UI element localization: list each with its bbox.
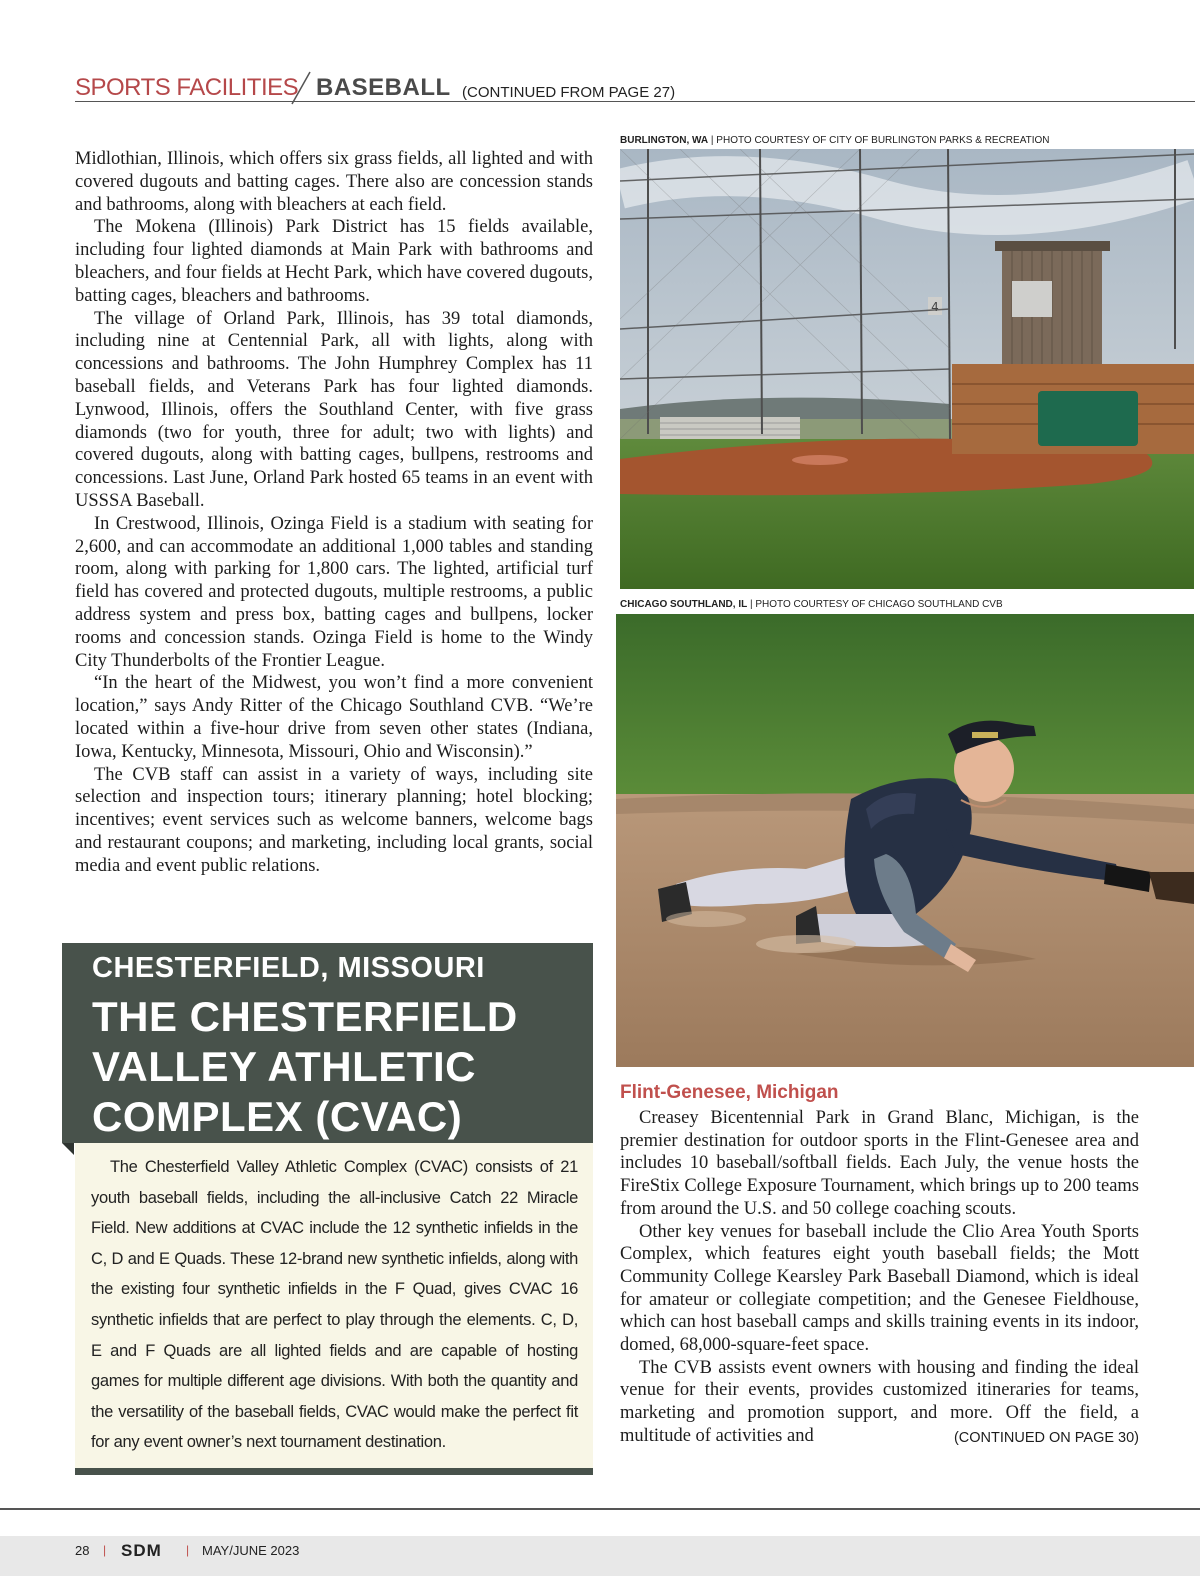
sidebar-body-copy: The Chesterfield Valley Athletic Complex (CVAC) consists of 21 youth baseball fields, including the all-inclusive Catch 22 Miracle Field. New additions at CVAC include the 12 synthetic infields in the C, D and E Quads. These 12-brand new synthetic infields, along with the existing four synthetic infields in the F Quad, gives CVAC 16 synthetic infields that are perfect to play through the elements. C, D, E and F Quads are all lighted fields and are capable of hosting games for multiple different age divisions. With both the quantity and the versatility of the baseball fields, CVAC would make the perfect fit for any event owner’s next tournament destination. bbox=[91, 1158, 578, 1452]
paragraph: The Mokena (Illinois) Park District has 15 fields available, including four lighted diamonds at Main Park with bathrooms and bleachers, and four fields at Hecht Park, which have covered dugouts, batting cages, bleachers and bathrooms. bbox=[75, 217, 593, 306]
header-rule bbox=[75, 101, 1195, 102]
photo-chicago-player bbox=[616, 614, 1194, 1067]
paragraph: The village of Orland Park, Illinois, has 39 total diamonds, including nine at Centennial Park, all with lights, along with concessions and bathrooms. The John Humphrey Complex has 11 baseball fields, and Veterans Park has four lighted diamonds. Lynwood, Illinois, offers the Southland Center, with five grass diamonds (two for youth, three for adult; two with lights) and covered dugouts, along with batting cages, bullpens, restrooms and concessions. Last June, Orland Park hosted 65 teams in an event with USSSA Baseball. bbox=[75, 308, 593, 511]
page-number: 28 bbox=[75, 1543, 90, 1558]
photo-caption-burlington bbox=[620, 135, 1050, 146]
paragraph-text: The CVB assists event owners with housing and finding the ideal venue for their events, provides customized itineraries for teams, marketing and promotion support, and more. Off the field, a multitude of activities and bbox=[620, 1357, 1139, 1446]
section-label: SPORTS FACILITIES bbox=[75, 74, 299, 101]
footer-separator: | bbox=[186, 1543, 190, 1557]
continued-on-note: (CONTINUED ON PAGE 30) bbox=[953, 1429, 1139, 1446]
continued-from-note: (CONTINUED FROM PAGE 27) bbox=[462, 84, 676, 101]
section-subhead: Flint-Genesee, Michigan bbox=[620, 1082, 839, 1103]
sidebar-kicker: CHESTERFIELD, MISSOURI bbox=[92, 952, 485, 984]
paragraph: Midlothian, Illinois, which offers six grass fields, all lighted and with covered dugouts and batting cages. There also are concession stands and bathrooms, along with bleachers at each field. bbox=[75, 149, 593, 215]
caption-credit: | PHOTO COURTESY OF CHICAGO SOUTHLAND CVB bbox=[747, 599, 1003, 610]
right-column-text bbox=[620, 1107, 1139, 1450]
sidebar-fold bbox=[62, 1143, 74, 1155]
sidebar-body-text bbox=[91, 1152, 578, 1458]
left-column-text bbox=[75, 148, 593, 878]
paragraph bbox=[620, 1357, 1139, 1448]
footer-bar bbox=[0, 1536, 1200, 1576]
field-number-sign: 4 bbox=[931, 300, 939, 314]
page-topic: BASEBALL bbox=[316, 74, 451, 101]
paragraph: The CVB staff can assist in a variety of ways, including site selection and inspection tours; itinerary planning; hotel blocking; incentives; event services such as welcome banners, welcome bags and restaurant coupons; and marketing, including local grants, social media and event public relations. bbox=[75, 764, 593, 876]
issue-date: MAY/JUNE 2023 bbox=[202, 1543, 300, 1558]
magazine-brand: SDM bbox=[121, 1541, 162, 1560]
paragraph: “In the heart of the Midwest, you won’t find a more convenient location,” says Andy Ritter of the Chicago Southland CVB. “We’re located within a five-hour drive from seven other states (Indiana, Iowa, Kentucky, Minnesota, Missouri, Ohio and Wisconsin).” bbox=[75, 673, 593, 762]
paragraph: In Crestwood, Illinois, Ozinga Field is a stadium with seating for 2,600, and can accommodate an additional 1,000 tables and standing room, along with parking for 1,800 cars. The lighted, artificial turf field has covered and protected dugouts, multiple restrooms, a public address system and press box, batting cages and bullpens, locker rooms and concession stands. Ozinga Field is home to the Windy City Thunderbolts of the Frontier League. bbox=[75, 513, 593, 671]
paragraph: Other key venues for baseball include the Clio Area Youth Sports Complex, which features eight youth baseball fields; the Mott Community College Kearsley Park Baseball Diamond, which is ideal for amateur or collegiate competition; and the Genesee Fieldhouse, which can host baseball camps and skills training events in its indoor, domed, 68,000-square-feet space. bbox=[620, 1221, 1139, 1356]
photo-caption-chicago bbox=[620, 599, 1003, 610]
caption-location: BURLINGTON, WA bbox=[620, 135, 709, 146]
sidebar-bottom-rule bbox=[75, 1468, 593, 1475]
sidebar-title: THE CHESTERFIELD VALLEY ATHLETIC COMPLEX (CVAC) bbox=[92, 993, 518, 1140]
paragraph: Creasey Bicentennial Park in Grand Blanc, Michigan, is the premier destination for outdoor sports in the Flint-Genesee area and includes 10 baseball/softball fields. Each July, the venue hosts the FireStix College Exposure Tournament, which brings up to 200 teams from around the U.S. and 50 college coaching scouts. bbox=[620, 1108, 1139, 1219]
photo-burlington-field bbox=[620, 149, 1194, 589]
caption-location: CHICAGO SOUTHLAND, IL bbox=[620, 599, 748, 610]
caption-credit: | PHOTO COURTESY OF CITY OF BURLINGTON PARKS & RECREATION bbox=[708, 135, 1050, 146]
footer-rule bbox=[0, 1508, 1200, 1510]
footer-separator: | bbox=[103, 1543, 107, 1557]
